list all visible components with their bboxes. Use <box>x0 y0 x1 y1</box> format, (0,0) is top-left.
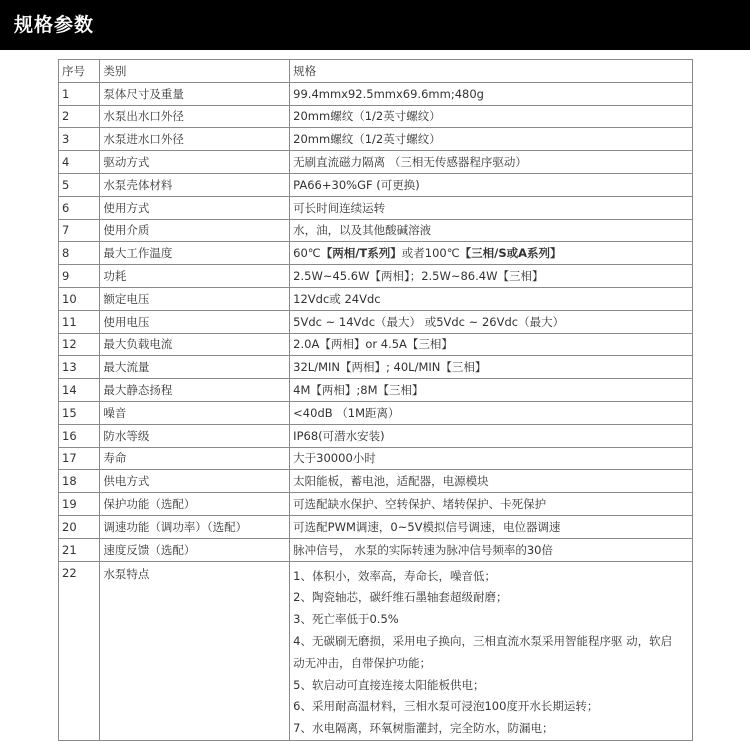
header-category: 类别 <box>100 60 290 83</box>
row-spec: 水，油，以及其他酸碱溶液 <box>290 219 693 242</box>
row-spec: 可选配PWM调速，0~5V模拟信号调速，电位器调速 <box>290 515 693 538</box>
row-no: 22 <box>59 561 100 740</box>
row-no: 5 <box>59 173 100 196</box>
row-category: 额定电压 <box>100 287 290 310</box>
row-spec: 无刷直流磁力隔离 （三相无传感器程序驱动） <box>290 151 693 174</box>
feature-line: 7、水电隔离，环氧树脂灌封，完全防水，防漏电； <box>293 721 554 736</box>
row-category: 调速功能（调功率）（选配） <box>100 515 290 538</box>
feature-line: 4、无碳刷无磨损，采用电子换向，三相直流水泵采用智能程序驱 动，软启 <box>293 633 673 648</box>
row-no: 20 <box>59 515 100 538</box>
row-no: 13 <box>59 356 100 379</box>
row-spec: <40dB （1M距离） <box>290 401 693 424</box>
row-category: 水泵出水口外径 <box>100 105 290 128</box>
row-no: 11 <box>59 310 100 333</box>
row-category: 使用介质 <box>100 219 290 242</box>
row-no: 6 <box>59 196 100 219</box>
feature-line: 2、陶瓷轴芯，碳纤维石墨轴套超级耐磨； <box>293 590 508 605</box>
row-spec <box>290 242 693 265</box>
row-spec: 脉冲信号， 水泵的实际转速为脉冲信号频率的30倍 <box>290 538 693 561</box>
row-spec: 2.5W~45.6W【两相】；2.5W~86.4W【三相】 <box>290 265 693 288</box>
feature-list <box>290 561 693 740</box>
spec-part: 60℃ <box>293 246 321 261</box>
row-no: 19 <box>59 493 100 516</box>
table-row <box>59 105 693 128</box>
table-row <box>59 128 693 151</box>
row-category: 水泵特点 <box>100 561 290 740</box>
table-row <box>59 219 693 242</box>
row-category: 寿命 <box>100 447 290 470</box>
row-category: 供电方式 <box>100 470 290 493</box>
row-category: 速度反馈（选配） <box>100 538 290 561</box>
row-category: 噪音 <box>100 401 290 424</box>
table-row <box>59 333 693 356</box>
table-row <box>59 493 693 516</box>
row-spec: 大于30000小时 <box>290 447 693 470</box>
feature-line: 1、体积小，效率高，寿命长，噪音低； <box>293 568 496 583</box>
row-spec: 太阳能板，蓄电池，适配器，电源模块 <box>290 470 693 493</box>
row-no: 12 <box>59 333 100 356</box>
row-no: 8 <box>59 242 100 265</box>
table-row <box>59 401 693 424</box>
row-spec: 20mm螺纹（1/2英寸螺纹） <box>290 128 693 151</box>
row-spec: 20mm螺纹（1/2英寸螺纹） <box>290 105 693 128</box>
spec-part-bold: 【两相/T系列】 <box>320 246 402 261</box>
row-spec: 4M【两相】;8M【三相】 <box>290 379 693 402</box>
table-row <box>59 196 693 219</box>
table-row <box>59 424 693 447</box>
feature-line: 6、采用耐高温材料，三相水泵可浸泡100度开水长期运转； <box>293 699 599 714</box>
row-category: 最大工作温度 <box>100 242 290 265</box>
row-no: 1 <box>59 82 100 105</box>
spec-part: 或者100℃ <box>401 246 460 261</box>
row-category: 功耗 <box>100 265 290 288</box>
feature-line: 3、死亡率低于0.5% <box>293 612 399 627</box>
table-row <box>59 82 693 105</box>
spec-part-bold: 【三相/S或A系列】 <box>459 246 562 261</box>
table-row <box>59 310 693 333</box>
row-no: 21 <box>59 538 100 561</box>
row-no: 17 <box>59 447 100 470</box>
table-row <box>59 470 693 493</box>
row-spec: 99.4mmx92.5mmx69.6mm;480g <box>290 82 693 105</box>
table-row <box>59 447 693 470</box>
row-category: 最大负载电流 <box>100 333 290 356</box>
row-category: 使用电压 <box>100 310 290 333</box>
row-no: 10 <box>59 287 100 310</box>
row-no: 4 <box>59 151 100 174</box>
row-category: 使用方式 <box>100 196 290 219</box>
table-row <box>59 173 693 196</box>
row-no: 18 <box>59 470 100 493</box>
table-row <box>59 242 693 265</box>
header-spec: 规格 <box>290 60 693 83</box>
row-spec: IP68(可潜水安装) <box>290 424 693 447</box>
row-category: 驱动方式 <box>100 151 290 174</box>
row-spec: 2.0A【两相】or 4.5A【三相】 <box>290 333 693 356</box>
row-spec: 可长时间连续运转 <box>290 196 693 219</box>
table-row <box>59 265 693 288</box>
page-title: 规格参数 <box>0 0 750 50</box>
table-row <box>59 287 693 310</box>
row-no: 9 <box>59 265 100 288</box>
feature-line: 5、软启动可直接连接太阳能板供电； <box>293 677 485 692</box>
header-no: 序号 <box>59 60 100 83</box>
table-row <box>59 379 693 402</box>
spec-table <box>58 59 693 741</box>
row-no: 2 <box>59 105 100 128</box>
feature-line: 动无冲击，自带保护功能； <box>293 655 432 670</box>
table-row <box>59 151 693 174</box>
row-no: 16 <box>59 424 100 447</box>
row-category: 防水等级 <box>100 424 290 447</box>
row-category: 最大静态扬程 <box>100 379 290 402</box>
table-row <box>59 356 693 379</box>
row-no: 14 <box>59 379 100 402</box>
row-category: 保护功能（选配） <box>100 493 290 516</box>
row-no: 7 <box>59 219 100 242</box>
row-category: 水泵进水口外径 <box>100 128 290 151</box>
row-category: 最大流量 <box>100 356 290 379</box>
table-row <box>59 515 693 538</box>
row-spec: 可选配缺水保护、空转保护、堵转保护、卡死保护 <box>290 493 693 516</box>
row-spec: 5Vdc ~ 14Vdc（最大） 或5Vdc ~ 26Vdc（最大） <box>290 310 693 333</box>
row-spec: 32L/MIN【两相】; 40L/MIN【三相】 <box>290 356 693 379</box>
row-spec: PA66+30%GF (可更换) <box>290 173 693 196</box>
row-category: 水泵壳体材料 <box>100 173 290 196</box>
feature-row <box>59 561 693 740</box>
row-spec: 12Vdc或 24Vdc <box>290 287 693 310</box>
row-no: 3 <box>59 128 100 151</box>
row-category: 泵体尺寸及重量 <box>100 82 290 105</box>
table-row <box>59 538 693 561</box>
table-header-row <box>59 60 693 83</box>
row-no: 15 <box>59 401 100 424</box>
